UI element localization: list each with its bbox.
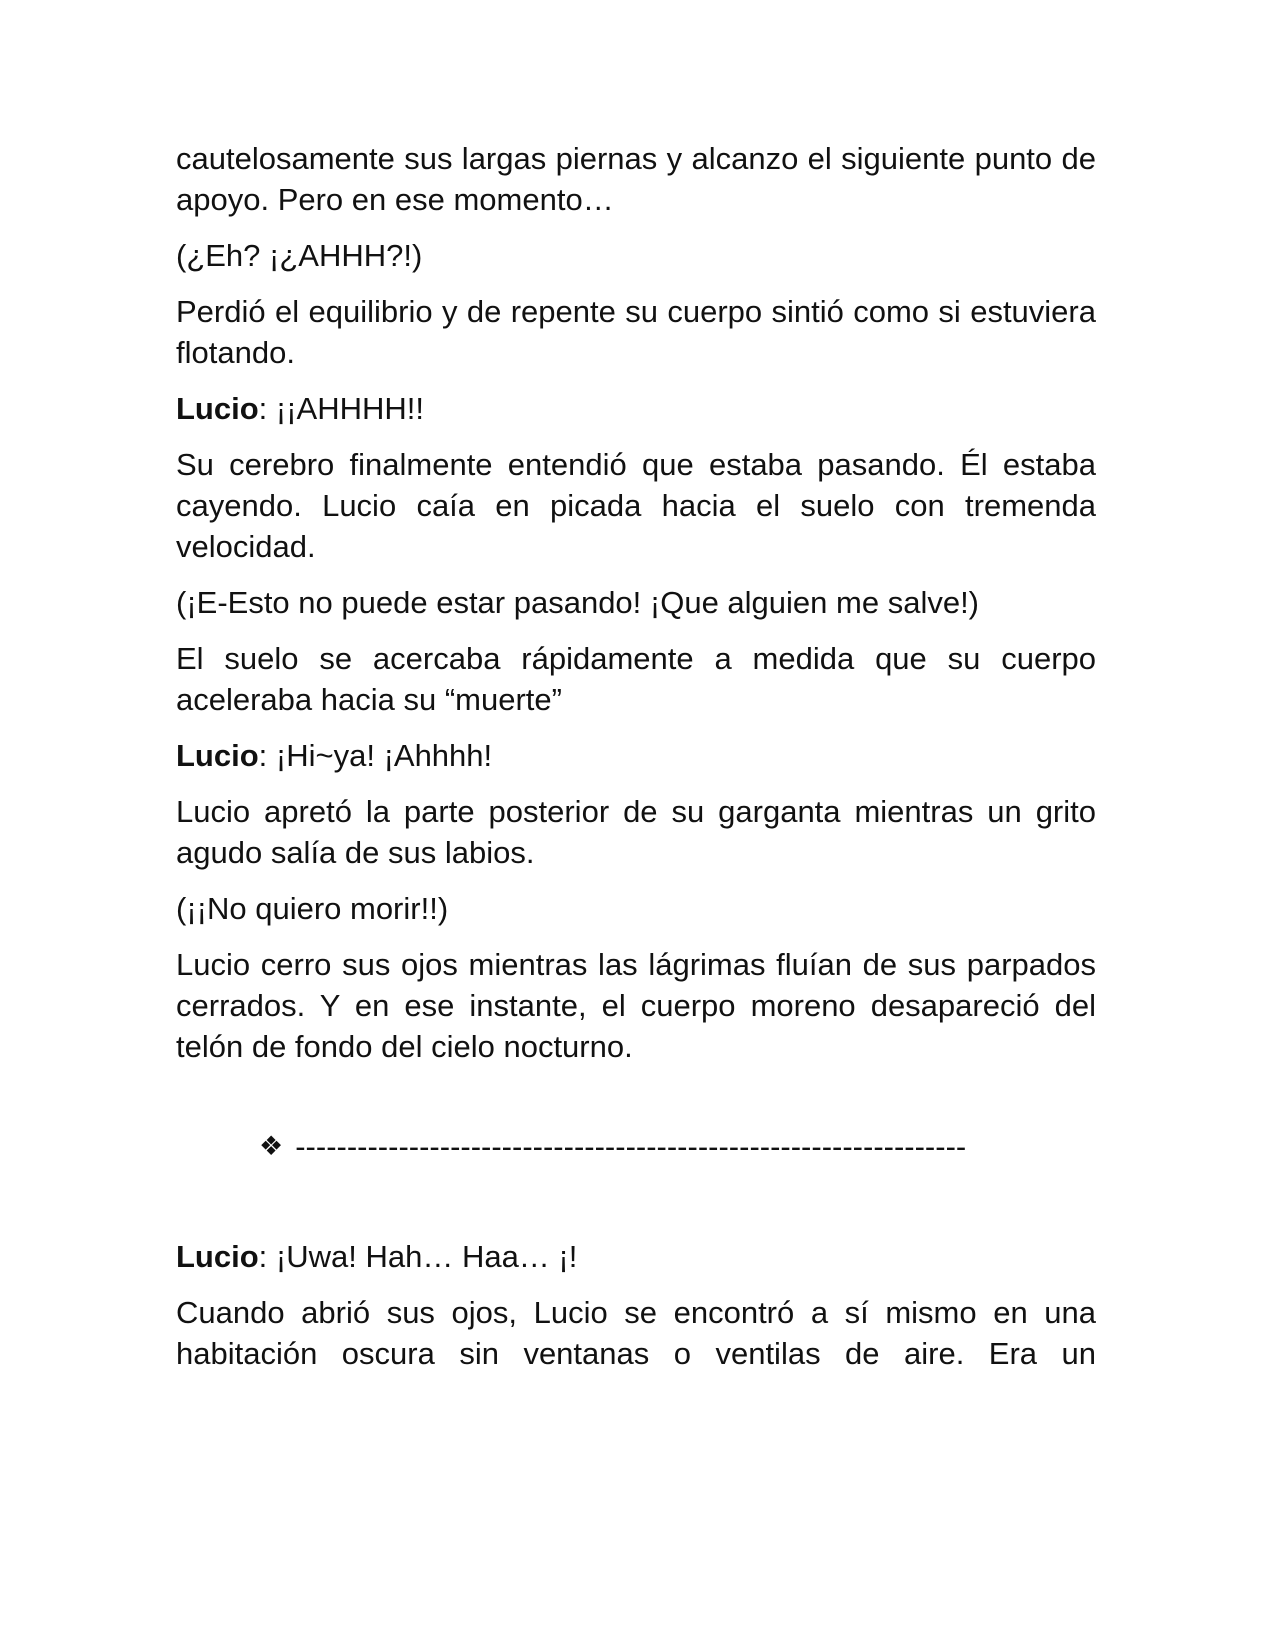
document-page	[176, 138, 1096, 1389]
scene-separator	[176, 1126, 1096, 1167]
speaker-name: Lucio	[176, 1239, 259, 1274]
narration-paragraph: El suelo se acercaba rápidamente a medida que su cuerpo aceleraba hacia su “muerte”	[176, 641, 1096, 717]
dialogue-text: : ¡¡AHHHH!!	[258, 391, 424, 426]
thought-line: (¡E-Esto no puede estar pasando! ¡Que alguien me salve!)	[176, 585, 980, 620]
thought-line: (¡¡No quiero morir!!)	[176, 891, 449, 926]
separator-dashes: -----------------------------------------------------------------	[295, 1129, 967, 1164]
narration-paragraph: Su cerebro finalmente entendió que estaba pasando. Él estaba cayendo. Lucio caía en picada hacia el suelo con tremenda velocidad.	[176, 447, 1096, 564]
speaker-name: Lucio	[176, 738, 259, 773]
speaker-name: Lucio	[176, 391, 259, 426]
dialogue-text: : ¡Hi~ya! ¡Ahhhh!	[258, 738, 493, 773]
dialogue-line	[176, 388, 1096, 429]
narration-paragraph: Lucio apretó la parte posterior de su garganta mientras un grito agudo salía de sus labios.	[176, 794, 1096, 870]
thought-line: (¿Eh? ¡¿AHHH?!)	[176, 238, 423, 273]
diamond-cluster-icon: ❖	[259, 1131, 284, 1161]
dialogue-line	[176, 735, 1096, 776]
story-section-after	[176, 1236, 1096, 1374]
narration-paragraph: Lucio cerro sus ojos mientras las lágrimas fluían de sus parpados cerrados. Y en ese instante, el cuerpo moreno desapareció del telón de fondo del cielo nocturno.	[176, 947, 1096, 1064]
dialogue-text: : ¡Uwa! Hah… Haa… ¡!	[258, 1239, 578, 1274]
narration-paragraph: Cuando abrió sus ojos, Lucio se encontró a sí mismo en una habitación oscura sin ventanas o ventilas de aire. Era un	[176, 1295, 1096, 1371]
narration-paragraph: Perdió el equilibrio y de repente su cuerpo sintió como si estuviera flotando.	[176, 294, 1096, 370]
story-section-before	[176, 138, 1096, 1067]
narration-paragraph: cautelosamente sus largas piernas y alcanzo el siguiente punto de apoyo. Pero en ese momento…	[176, 141, 1096, 217]
dialogue-line	[176, 1236, 1096, 1277]
